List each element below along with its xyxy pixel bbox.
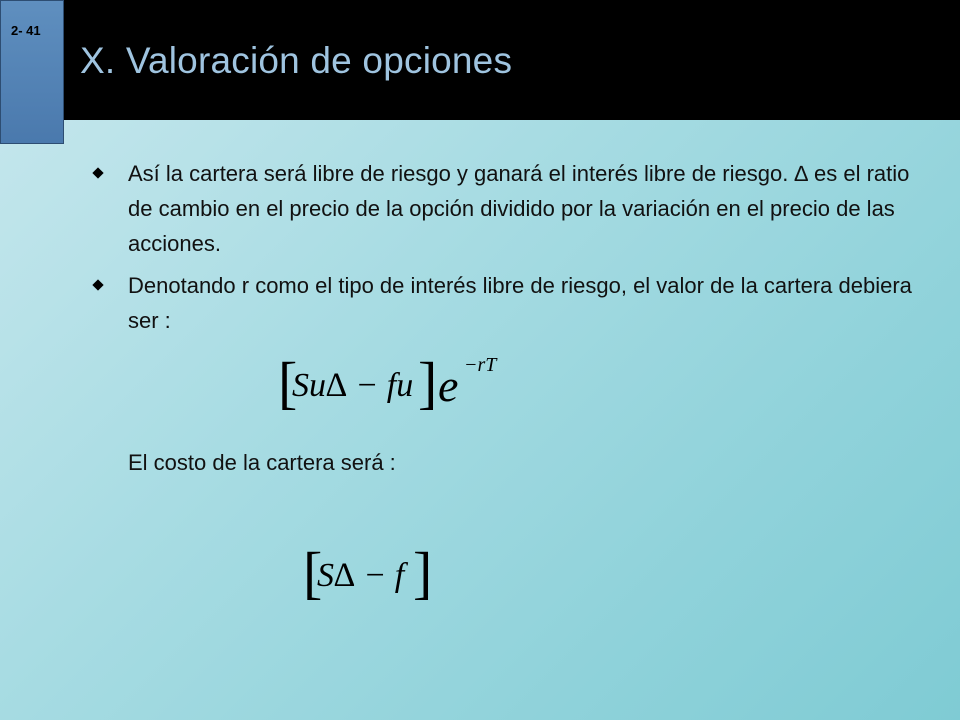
portfolio-value-formula	[278, 352, 508, 416]
formula-expression: Su∆ − fu	[292, 367, 414, 404]
slide-number-tab	[0, 0, 64, 144]
close-bracket: ]	[413, 540, 433, 605]
exponent: −rT	[464, 354, 497, 376]
slide-number: 2- 41	[11, 23, 41, 38]
diamond-bullet-icon	[92, 167, 103, 178]
bullet-text: Denotando r como el tipo de interés libre de riesgo, el valor de la cartera debiera ser :	[128, 273, 912, 333]
open-bracket: [	[303, 540, 323, 605]
cost-label: El costo de la cartera será :	[128, 450, 396, 475]
slide-title: X. Valoración de opciones	[80, 40, 513, 81]
bullet-item	[92, 268, 912, 338]
exponential-base: e	[438, 360, 459, 411]
open-bracket: [	[278, 350, 298, 415]
formula-expression: S∆ − f	[317, 557, 405, 594]
bullet-list	[92, 156, 912, 345]
diamond-bullet-icon	[92, 279, 103, 290]
bullet-text: Así la cartera será libre de riesgo y ganará el interés libre de riesgo. ∆ es el ratio de cambio en el precio de la opción dividido por la variación en el precio de las acciones.	[128, 161, 910, 256]
close-bracket: ]	[418, 350, 438, 415]
bullet-item	[92, 156, 912, 261]
portfolio-cost-formula	[303, 540, 433, 605]
